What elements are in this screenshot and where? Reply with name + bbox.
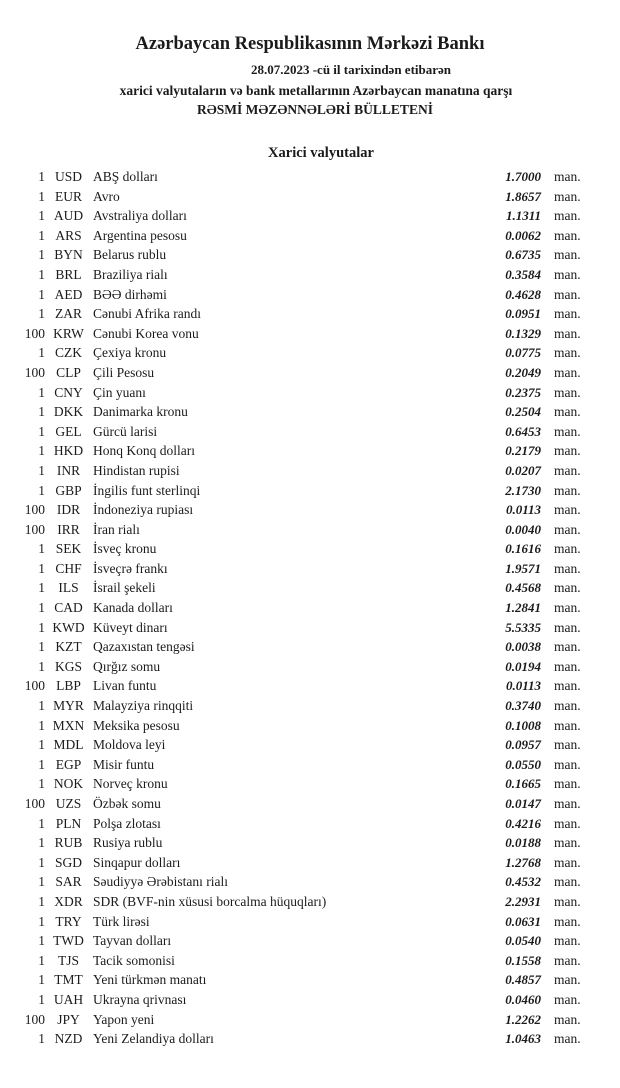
currency-name: Ukrayna qrivnası bbox=[93, 991, 187, 1007]
currency-code: BRL bbox=[55, 266, 82, 282]
unit-label: man. bbox=[554, 737, 581, 753]
quantity: 1 bbox=[38, 972, 45, 988]
currency-code: EUR bbox=[55, 188, 82, 204]
rate-row bbox=[0, 637, 620, 657]
currency-code: XDR bbox=[54, 893, 83, 909]
rate-row bbox=[0, 853, 620, 873]
exchange-rate: 0.0113 bbox=[505, 502, 541, 518]
exchange-rate: 0.4628 bbox=[505, 286, 541, 302]
unit-label: man. bbox=[554, 756, 581, 772]
currency-name: Polşa zlotası bbox=[93, 815, 161, 831]
exchange-rate: 0.0207 bbox=[505, 462, 541, 478]
exchange-rate: 5.5335 bbox=[505, 619, 541, 635]
quantity: 100 bbox=[24, 796, 45, 811]
quantity: 1 bbox=[38, 560, 45, 576]
unit-label: man. bbox=[554, 247, 581, 263]
exchange-rate: 0.1558 bbox=[505, 952, 541, 968]
exchange-rate: 1.9571 bbox=[505, 560, 541, 576]
exchange-rate: 1.0463 bbox=[505, 1031, 541, 1047]
unit-label: man. bbox=[554, 1031, 581, 1047]
exchange-rate: 0.2504 bbox=[505, 404, 541, 420]
currency-name: Hindistan rupisi bbox=[93, 462, 180, 478]
currency-name: BƏƏ dirhəmi bbox=[93, 286, 167, 302]
unit-label: man. bbox=[554, 796, 581, 811]
currency-name: Cənubi Korea vonu bbox=[93, 325, 199, 341]
currency-name: Danimarka kronu bbox=[93, 404, 188, 420]
unit-label: man. bbox=[554, 698, 581, 714]
unit-label: man. bbox=[554, 874, 581, 890]
exchange-rate: 0.1616 bbox=[505, 541, 541, 557]
quantity: 100 bbox=[24, 502, 45, 518]
rate-row bbox=[0, 676, 620, 696]
rate-row bbox=[0, 1010, 620, 1030]
rate-row bbox=[0, 343, 620, 363]
currency-code: CHF bbox=[55, 560, 82, 576]
currency-code: KGS bbox=[54, 658, 82, 674]
rate-row bbox=[0, 716, 620, 736]
currency-code: IRR bbox=[57, 521, 80, 537]
quantity: 1 bbox=[38, 169, 45, 184]
quantity: 1 bbox=[38, 893, 45, 909]
exchange-rate: 0.0631 bbox=[505, 913, 541, 929]
quantity: 1 bbox=[38, 227, 45, 243]
unit-label: man. bbox=[554, 325, 581, 341]
exchange-rate: 0.0038 bbox=[505, 639, 541, 655]
quantity: 1 bbox=[38, 462, 45, 478]
currency-code: RUB bbox=[54, 835, 83, 851]
exchange-rate: 0.0188 bbox=[505, 835, 541, 851]
currency-code: SAR bbox=[55, 874, 82, 890]
rate-row bbox=[0, 245, 620, 265]
currency-code: GEL bbox=[55, 423, 82, 439]
currency-code: SGD bbox=[54, 854, 82, 870]
exchange-rate: 0.2375 bbox=[505, 384, 541, 400]
exchange-rate: 1.2768 bbox=[505, 854, 541, 870]
quantity: 1 bbox=[38, 541, 45, 557]
unit-label: man. bbox=[554, 423, 581, 439]
currency-code: KRW bbox=[53, 325, 84, 341]
quantity: 1 bbox=[38, 286, 45, 302]
rate-row bbox=[0, 578, 620, 598]
currency-code: TJS bbox=[57, 952, 79, 968]
quantity: 1 bbox=[38, 404, 45, 420]
currency-name: İsveçrə frankı bbox=[93, 560, 168, 576]
unit-label: man. bbox=[554, 933, 581, 949]
currency-code: KWD bbox=[52, 619, 85, 635]
unit-label: man. bbox=[554, 835, 581, 851]
currency-name: Argentina pesosu bbox=[93, 227, 187, 243]
bulletin-title: RƏSMİ MƏZƏNNƏLƏRİ BÜLLETENİ bbox=[197, 102, 433, 117]
unit-label: man. bbox=[554, 188, 581, 204]
exchange-rate: 0.2179 bbox=[505, 443, 541, 459]
currency-name: Honq Konq dolları bbox=[93, 443, 195, 459]
currency-code: MYR bbox=[53, 698, 84, 714]
currency-code: PLN bbox=[55, 815, 82, 831]
quantity: 1 bbox=[38, 384, 45, 400]
unit-label: man. bbox=[554, 560, 581, 576]
exchange-rate: 0.3584 bbox=[505, 266, 541, 282]
unit-label: man. bbox=[554, 972, 581, 988]
exchange-rate: 0.1329 bbox=[505, 325, 541, 341]
quantity: 1 bbox=[38, 756, 45, 772]
currency-name: Özbək somu bbox=[93, 796, 161, 811]
rate-row bbox=[0, 324, 620, 344]
unit-label: man. bbox=[554, 580, 581, 596]
unit-label: man. bbox=[554, 169, 581, 184]
currency-name: Belarus rublu bbox=[93, 247, 167, 263]
bank-name: Azərbaycan Respublikasının Mərkəzi Bankı bbox=[135, 34, 485, 54]
quantity: 1 bbox=[38, 698, 45, 714]
exchange-rate: 0.3740 bbox=[505, 698, 541, 714]
quantity: 1 bbox=[38, 933, 45, 949]
rate-row bbox=[0, 559, 620, 579]
currency-code: AED bbox=[54, 286, 83, 302]
exchange-rate: 0.1665 bbox=[505, 776, 541, 792]
currency-code: ZAR bbox=[55, 306, 82, 322]
currency-code: UAH bbox=[53, 991, 84, 1007]
rates-table bbox=[0, 167, 620, 1049]
currency-name: Avstraliya dolları bbox=[93, 208, 187, 224]
rate-row bbox=[0, 304, 620, 324]
currency-code: NOK bbox=[53, 776, 84, 792]
rate-row bbox=[0, 383, 620, 403]
currency-name: Moldova leyi bbox=[93, 737, 166, 753]
currency-code: INR bbox=[56, 462, 81, 478]
quantity: 1 bbox=[38, 776, 45, 792]
unit-label: man. bbox=[554, 952, 581, 968]
currency-code: ILS bbox=[58, 580, 79, 596]
rate-row bbox=[0, 461, 620, 481]
currency-code: LBP bbox=[56, 678, 81, 694]
exchange-rate: 0.4532 bbox=[505, 874, 541, 890]
rate-row bbox=[0, 990, 620, 1010]
rate-row bbox=[0, 833, 620, 853]
rate-row bbox=[0, 500, 620, 520]
quantity: 1 bbox=[38, 247, 45, 263]
quantity: 1 bbox=[38, 639, 45, 655]
unit-label: man. bbox=[554, 815, 581, 831]
rate-row bbox=[0, 265, 620, 285]
quantity: 1 bbox=[38, 815, 45, 831]
exchange-rate: 0.4857 bbox=[505, 972, 541, 988]
exchange-rate: 1.7000 bbox=[505, 169, 541, 184]
exchange-rate: 0.6453 bbox=[505, 423, 541, 439]
currency-name: Cənubi Afrika randı bbox=[93, 306, 201, 322]
rate-row bbox=[0, 892, 620, 912]
currency-code: TRY bbox=[55, 913, 82, 929]
rate-row bbox=[0, 814, 620, 834]
exchange-rate: 0.4216 bbox=[505, 815, 541, 831]
quantity: 1 bbox=[38, 482, 45, 498]
exchange-rate: 0.1008 bbox=[505, 717, 541, 733]
currency-name: Rusiya rublu bbox=[93, 835, 163, 851]
currency-name: Sinqapur dolları bbox=[93, 854, 181, 870]
exchange-rate: 2.2931 bbox=[505, 893, 541, 909]
quantity: 1 bbox=[38, 717, 45, 733]
currency-code: IDR bbox=[56, 502, 81, 518]
unit-label: man. bbox=[554, 1011, 581, 1027]
currency-name: Çexiya kronu bbox=[93, 345, 167, 361]
currency-name: Qırğız somu bbox=[93, 658, 161, 674]
effective-date-line: 28.07.2023 -cü il tarixindən etibarən bbox=[250, 62, 452, 77]
unit-label: man. bbox=[554, 619, 581, 635]
exchange-rate: 0.0113 bbox=[505, 678, 541, 694]
rate-row bbox=[0, 206, 620, 226]
quantity: 1 bbox=[38, 443, 45, 459]
unit-label: man. bbox=[554, 404, 581, 420]
currency-code: JPY bbox=[57, 1011, 80, 1027]
currency-code: DKK bbox=[53, 404, 84, 420]
exchange-rate: 0.0460 bbox=[505, 991, 541, 1007]
unit-label: man. bbox=[554, 678, 581, 694]
unit-label: man. bbox=[554, 227, 581, 243]
quantity: 1 bbox=[38, 266, 45, 282]
rate-row bbox=[0, 226, 620, 246]
quantity: 1 bbox=[38, 952, 45, 968]
currency-name: Gürcü larisi bbox=[93, 423, 158, 439]
exchange-rate: 0.0951 bbox=[505, 306, 541, 322]
rate-row bbox=[0, 598, 620, 618]
currency-name: Norveç kronu bbox=[93, 776, 168, 792]
currency-code: SEK bbox=[55, 541, 82, 557]
quantity: 1 bbox=[38, 208, 45, 224]
currency-code: CZK bbox=[55, 345, 82, 361]
currency-name: Malayziya rinqqiti bbox=[93, 698, 194, 714]
rate-row bbox=[0, 422, 620, 442]
unit-label: man. bbox=[554, 991, 581, 1007]
currency-code: USD bbox=[54, 169, 82, 184]
rate-row bbox=[0, 696, 620, 716]
rate-row bbox=[0, 951, 620, 971]
rate-row bbox=[0, 755, 620, 775]
rate-row bbox=[0, 872, 620, 892]
currency-code: AUD bbox=[53, 208, 84, 224]
quantity: 1 bbox=[38, 913, 45, 929]
currency-name: Qazaxıstan tengəsi bbox=[93, 639, 195, 655]
currency-code: EGP bbox=[55, 756, 82, 772]
currency-name: İsveç kronu bbox=[93, 541, 157, 557]
section-title: Xarici valyutalar bbox=[268, 145, 374, 161]
quantity: 1 bbox=[38, 991, 45, 1007]
quantity: 1 bbox=[38, 600, 45, 616]
quantity: 1 bbox=[38, 580, 45, 596]
currency-name: Braziliya rialı bbox=[93, 266, 168, 282]
exchange-rate: 0.0147 bbox=[505, 796, 541, 811]
quantity: 100 bbox=[24, 521, 45, 537]
quantity: 1 bbox=[38, 737, 45, 753]
quantity: 100 bbox=[24, 364, 45, 380]
currency-code: UZS bbox=[55, 796, 82, 811]
exchange-rate: 1.8657 bbox=[505, 188, 541, 204]
rate-row bbox=[0, 402, 620, 422]
exchange-rate: 0.4568 bbox=[505, 580, 541, 596]
currency-name: Yeni Zelandiya dolları bbox=[93, 1031, 214, 1047]
rate-row bbox=[0, 912, 620, 932]
unit-label: man. bbox=[554, 364, 581, 380]
currency-code: NZD bbox=[54, 1031, 83, 1047]
exchange-rate: 0.2049 bbox=[505, 364, 541, 380]
unit-label: man. bbox=[554, 893, 581, 909]
exchange-rate: 1.1311 bbox=[505, 208, 541, 224]
rate-row bbox=[0, 285, 620, 305]
rate-row bbox=[0, 1029, 620, 1049]
unit-label: man. bbox=[554, 776, 581, 792]
unit-label: man. bbox=[554, 286, 581, 302]
exchange-rate: 0.0957 bbox=[505, 737, 541, 753]
currency-name: Yapon yeni bbox=[93, 1011, 155, 1027]
unit-label: man. bbox=[554, 443, 581, 459]
quantity: 1 bbox=[38, 854, 45, 870]
currency-name: Misir funtu bbox=[93, 756, 155, 772]
currency-name: Səudiyyə Ərəbistanı rialı bbox=[93, 874, 228, 890]
rate-row bbox=[0, 520, 620, 540]
currency-code: BYN bbox=[54, 247, 83, 263]
unit-label: man. bbox=[554, 482, 581, 498]
currency-code: MDL bbox=[53, 737, 84, 753]
unit-label: man. bbox=[554, 913, 581, 929]
quantity: 1 bbox=[38, 345, 45, 361]
exchange-rate: 2.1730 bbox=[505, 482, 541, 498]
quantity: 1 bbox=[38, 306, 45, 322]
currency-name: Çin yuanı bbox=[93, 384, 146, 400]
unit-label: man. bbox=[554, 639, 581, 655]
exchange-rate: 0.6735 bbox=[505, 247, 541, 263]
exchange-rate: 0.0540 bbox=[505, 933, 541, 949]
exchange-rate: 0.0040 bbox=[505, 521, 541, 537]
currency-name: Avro bbox=[93, 188, 120, 204]
unit-label: man. bbox=[554, 502, 581, 518]
currency-code: TMT bbox=[54, 972, 83, 988]
rate-row bbox=[0, 794, 620, 814]
currency-name: Tacik somonisi bbox=[93, 952, 175, 968]
currency-name: Küveyt dinarı bbox=[93, 619, 168, 635]
currency-name: İndoneziya rupiası bbox=[93, 502, 194, 518]
rate-row bbox=[0, 539, 620, 559]
currency-name: Kanada dolları bbox=[93, 600, 173, 616]
exchange-rate: 0.0550 bbox=[505, 756, 541, 772]
rate-row bbox=[0, 481, 620, 501]
unit-label: man. bbox=[554, 854, 581, 870]
quantity: 1 bbox=[38, 619, 45, 635]
currency-name: Yeni türkmən manatı bbox=[93, 972, 207, 988]
bulletin-subtitle: xarici valyutaların və bank metallarının Azərbaycan manatına qarşı bbox=[119, 83, 513, 98]
unit-label: man. bbox=[554, 266, 581, 282]
quantity: 1 bbox=[38, 658, 45, 674]
currency-name: SDR (BVF-nin xüsusi borcalma hüquqları) bbox=[93, 893, 327, 909]
quantity: 100 bbox=[24, 678, 45, 694]
currency-code: KZT bbox=[55, 639, 82, 655]
currency-code: CAD bbox=[54, 600, 83, 616]
exchange-rate: 0.0775 bbox=[505, 345, 541, 361]
currency-name: Türk lirəsi bbox=[93, 913, 150, 929]
currency-name: Livan funtu bbox=[93, 678, 157, 694]
exchange-rate: 1.2841 bbox=[505, 600, 541, 616]
unit-label: man. bbox=[554, 208, 581, 224]
currency-name: İran rialı bbox=[93, 521, 140, 537]
unit-label: man. bbox=[554, 521, 581, 537]
quantity: 100 bbox=[24, 1011, 45, 1027]
quantity: 1 bbox=[38, 835, 45, 851]
rate-row bbox=[0, 774, 620, 794]
exchange-rate: 1.2262 bbox=[505, 1011, 541, 1027]
unit-label: man. bbox=[554, 306, 581, 322]
currency-name: Tayvan dolları bbox=[93, 933, 172, 949]
rate-row bbox=[0, 931, 620, 951]
unit-label: man. bbox=[554, 462, 581, 478]
currency-name: Çili Pesosu bbox=[93, 364, 155, 380]
currency-code: MXN bbox=[52, 717, 85, 733]
unit-label: man. bbox=[554, 541, 581, 557]
currency-code: CNY bbox=[54, 384, 83, 400]
currency-name: ABŞ dolları bbox=[93, 169, 158, 184]
rate-row bbox=[0, 363, 620, 383]
currency-code: TWD bbox=[53, 933, 84, 949]
quantity: 1 bbox=[38, 423, 45, 439]
currency-name: İngilis funt sterlinqi bbox=[93, 482, 201, 498]
quantity: 100 bbox=[24, 325, 45, 341]
rate-row bbox=[0, 735, 620, 755]
unit-label: man. bbox=[554, 384, 581, 400]
unit-label: man. bbox=[554, 717, 581, 733]
rate-row bbox=[0, 970, 620, 990]
currency-code: ARS bbox=[55, 227, 82, 243]
currency-name: Meksika pesosu bbox=[93, 717, 180, 733]
currency-code: CLP bbox=[56, 364, 81, 380]
unit-label: man. bbox=[554, 600, 581, 616]
quantity: 1 bbox=[38, 874, 45, 890]
quantity: 1 bbox=[38, 1031, 45, 1047]
rate-row bbox=[0, 187, 620, 207]
exchange-rate: 0.0062 bbox=[505, 227, 541, 243]
currency-code: HKD bbox=[53, 443, 84, 459]
rate-row bbox=[0, 441, 620, 461]
currency-name: İsrail şekeli bbox=[93, 580, 156, 596]
rate-row bbox=[0, 618, 620, 638]
quantity: 1 bbox=[38, 188, 45, 204]
exchange-rate: 0.0194 bbox=[505, 658, 541, 674]
currency-code: GBP bbox=[55, 482, 82, 498]
rate-row bbox=[0, 167, 620, 187]
rate-row bbox=[0, 657, 620, 677]
unit-label: man. bbox=[554, 658, 581, 674]
unit-label: man. bbox=[554, 345, 581, 361]
